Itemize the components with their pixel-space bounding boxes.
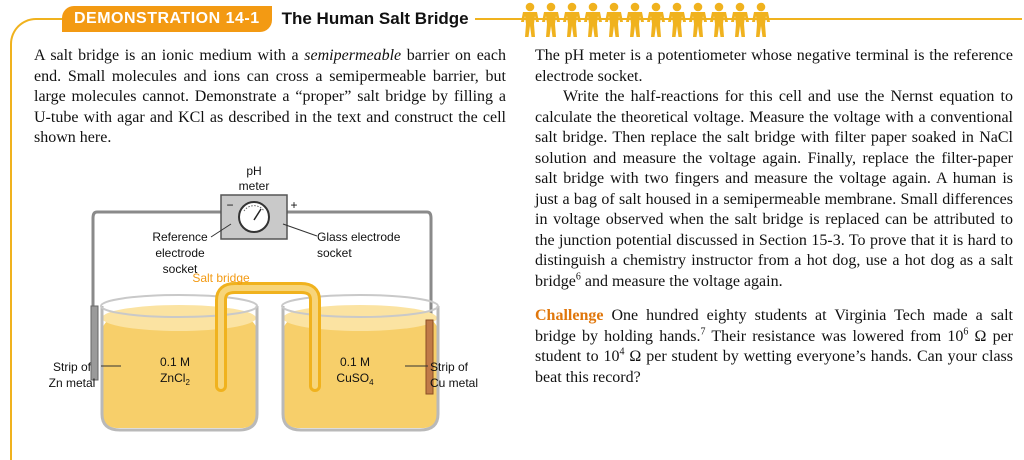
intro-paragraph xyxy=(34,46,506,149)
intro-emphasis: semipermeable xyxy=(304,47,402,64)
zn-metal-strip xyxy=(91,306,98,380)
reference-socket-label-2: electrode xyxy=(155,246,205,260)
intro-text-2: barrier on each end. Small molecules and ions can cross a semipermeable barrier, but large molecules cannot. Demonstrate a “proper” salt bridge by filling a U-tube with agar and KCl as described in the text and construct the cell shown here. xyxy=(34,47,506,146)
ph-meter-paragraph: The pH meter is a potentiometer whose negative terminal is the reference electrode socket. xyxy=(535,47,1013,85)
procedure-column xyxy=(535,46,1013,388)
left-solution-formula: ZnCl$_2$ xyxy=(160,371,190,387)
challenge-label: Challenge xyxy=(535,307,604,324)
glass-socket-label-1: Glass electrode xyxy=(317,230,401,244)
ph-meter-label-1: pH xyxy=(246,164,262,178)
reference-socket-label-3: socket xyxy=(162,262,198,276)
intro-text-1: A salt bridge is an ionic medium with a xyxy=(34,47,305,64)
demonstration-header xyxy=(62,5,475,33)
procedure-paragraph: Write the half-reactions for this cell and use the Nernst equation to calculate the theoretical voltage. Measure the voltage with a conventional salt bridge. Then replace the salt bridge with filter paper soaked in NaCl solution and measure the voltage again. Finally, replace the filter-paper salt bridge with two fingers and measure the voltage again. A human is just a bag of salt housed in a semipermeable membrane. Small differences in voltage observed when the salt bridge is replaced can be attributed to the junction potential discussed in Section 15-3. To prove that it is hard to distinguish a chemistry instructor from a hot dog, use a hot dog as a salt bridge$^6$ and measure the voltage again. xyxy=(535,88,1013,290)
footnote-7: 7 xyxy=(700,326,706,338)
positive-terminal-sign: + xyxy=(290,198,298,212)
cu-strip-label-1: Strip of xyxy=(430,360,469,374)
salt-bridge-label: Salt bridge xyxy=(192,271,250,285)
demonstration-label: DEMONSTRATION 14-1 xyxy=(62,6,272,32)
right-solution-concentration: 0.1 M xyxy=(339,355,371,369)
glass-socket-label-2: socket xyxy=(317,246,352,260)
left-solution-concentration: 0.1 M xyxy=(159,355,191,369)
holding-hands-people-icon xyxy=(519,2,781,38)
salt-bridge-cell-diagram xyxy=(25,160,505,438)
reference-socket-label-1: Reference xyxy=(152,230,208,244)
challenge-paragraph: Challenge One hundred eighty students at Virginia Tech made a salt bridge by holding hands.$^7$ Their resistance was lowered from $10^6$ Ω per student to $10^4$ Ω per student by wetting everyone’s hands. Can your class beat this record? xyxy=(535,307,1014,386)
cu-strip-label-2: Cu metal xyxy=(430,376,479,390)
right-solution-formula: CuSO$_4$ xyxy=(336,371,374,387)
negative-terminal-sign: − xyxy=(226,198,234,212)
footnote-6: 6 xyxy=(575,271,581,283)
demonstration-title: The Human Salt Bridge xyxy=(281,9,469,28)
ph-meter-dial xyxy=(239,202,269,232)
ph-meter-label-2: meter xyxy=(238,179,270,193)
zn-strip-label-2: Zn metal xyxy=(48,376,96,390)
zn-strip-label-1: Strip of xyxy=(52,360,92,374)
